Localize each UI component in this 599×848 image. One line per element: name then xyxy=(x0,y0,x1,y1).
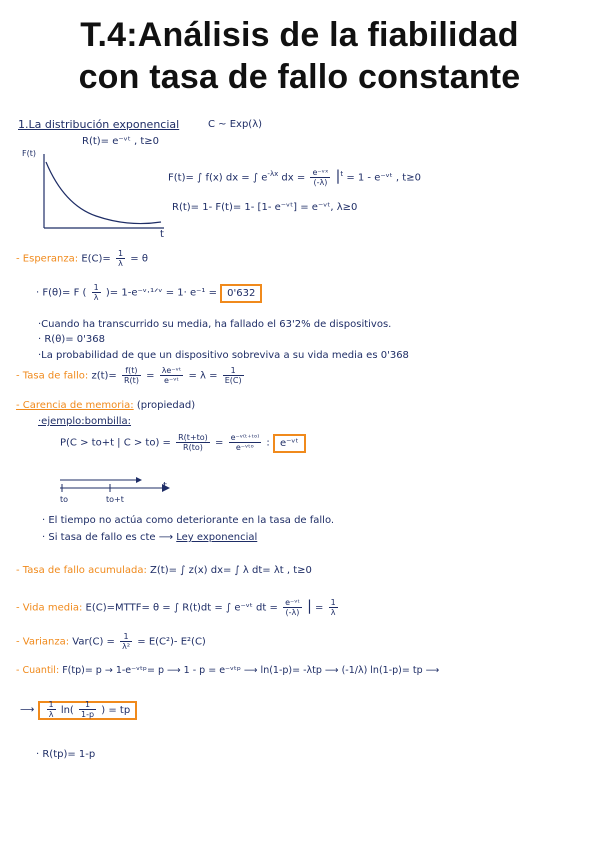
boxed-result-quantile: $\frac{1}{\lambda}$ ln( $\frac{1}{1-p}$ ) = tp xyxy=(38,701,138,720)
cuantil-label: - Cuantil: xyxy=(16,665,60,676)
cuantil-result-row xyxy=(20,700,137,719)
cuantil-line: - Cuantil: F(tp)= p → 1-e⁻ᵛᵗᵖ= p ⟶ 1 - p = e⁻ᵛᵗᵖ ⟶ ln(1-p)= -λtp ⟶ (-1/λ) ln(1-p)= tp ⟶ xyxy=(16,665,440,676)
distribution-notation: C ~ Exp(λ) xyxy=(208,119,263,130)
esperanza-bullet-2: · R(θ)= 0'368 xyxy=(38,334,105,345)
esperanza-line: - Esperanza: E(C)= $\frac{1}{\lambda}$ = θ xyxy=(16,249,148,268)
graph-x-label: t xyxy=(160,229,164,240)
result-arrow-icon: ⟶ xyxy=(20,704,35,716)
F-theta-line: · F(θ)= F ( $\frac{1}{\lambda}$ )= 1-e⁻ᵛ·¹ᐟᵛ = 1· e⁻¹ = 0'632 xyxy=(36,283,262,302)
page-title-line2: con tasa de fallo constante xyxy=(78,58,521,96)
esperanza-label: - Esperanza: xyxy=(16,253,79,265)
vida-label: - Vida media: xyxy=(16,602,83,614)
memoria-bullet-2: · Si tasa de fallo es cte ⟶ Ley exponencial xyxy=(42,532,258,543)
implies-arrow-icon: ⟶ xyxy=(158,532,174,543)
timeline-arc-arrow xyxy=(136,477,142,483)
acumulada-label: - Tasa de fallo acumulada: xyxy=(16,565,147,576)
decay-curve xyxy=(46,162,161,224)
acumulada-line: - Tasa de fallo acumulada: Z(t)= ∫ z(x) dx= ∫ λ dt= λt , t≥0 xyxy=(16,565,312,576)
timeline-to-label: to xyxy=(60,495,69,504)
esperanza-bullet-3: ·La probabilidad de que un dispositivo sobreviva a su vida media es 0'368 xyxy=(38,350,409,361)
esperanza-bullet-1: ·Cuando ha transcurrido su media, ha fallado el 63'2% de dispositivos. xyxy=(38,319,392,330)
timeline-t-label: t xyxy=(163,481,167,492)
memoria-bullet-1: · El tiempo no actúa como deteriorante en la tasa de fallo. xyxy=(42,515,335,526)
vida-line: - Vida media: E(C)=MTTF= θ = ∫ R(t)dt = ∫ e⁻ᵛᵗ dt = $\frac{\text{e⁻ᵛᵗ}}{(-\lambda)}$ | = $\frac{1}{\lambda}$ xyxy=(16,598,336,617)
cuantil-bullet: · R(tp)= 1-p xyxy=(36,749,96,760)
memoria-heading: - Carencia de memoria: (propiedad) xyxy=(16,400,196,411)
tasa-label: - Tasa de fallo: xyxy=(16,370,89,382)
varianza-label: - Varianza: xyxy=(16,636,70,648)
page-title-line1: T.4:Análisis de la fiabilidad xyxy=(80,16,519,54)
reliability-definition: R(t)= e⁻ᵛᵗ , t≥0 xyxy=(82,136,159,147)
section-heading: 1.La distribución exponencial xyxy=(18,118,180,131)
exponential-graph xyxy=(36,150,166,240)
timeline-tot-label: to+t xyxy=(106,495,124,504)
F-formula: F(t)= ∫ f(x) dx = ∫ $e^{-\lambda x}$ dx = $\frac{\text{e⁻ᵛˣ}}{(-\lambda)}$ $|^t = 1$ - e⁻ᵛᵗ , t≥0 xyxy=(168,168,421,187)
boxed-result-memoryless: e⁻ᵛᵗ xyxy=(273,434,306,453)
boxed-result-0632: 0'632 xyxy=(220,284,262,303)
varianza-line: - Varianza: Var(C) = $\frac{1}{\text{λ²}}$ = E(C²)- E²(C) xyxy=(16,632,206,651)
memoria-label: - Carencia de memoria: xyxy=(16,400,134,411)
R-formula: R(t)= 1- F(t)= 1- [1- e⁻ᵛᵗ] = e⁻ᵛᵗ, λ≥0 xyxy=(172,202,358,213)
memoria-formula: P(C > to+t | C > to) = $\frac{R(t+to)}{R(to)}$ = $\frac{\text{e⁻ᵛ⁽ᵗ⁺ᵗᵒ⁾}}{\text{e⁻ᵛᵗᵒ}}$ : e⁻ᵛᵗ xyxy=(60,433,306,452)
graph-y-label: F(t) xyxy=(22,149,36,158)
memoria-example: ·ejemplo:bombilla: xyxy=(38,416,132,427)
tasa-line: - Tasa de fallo: z(t)= $\frac{f(t)}{R(t)}$ = $\frac{\text{λe⁻ᵛᵗ}}{\text{e⁻ᵛᵗ}}$ = λ = $\frac{1}{E(C)}$ xyxy=(16,366,242,385)
